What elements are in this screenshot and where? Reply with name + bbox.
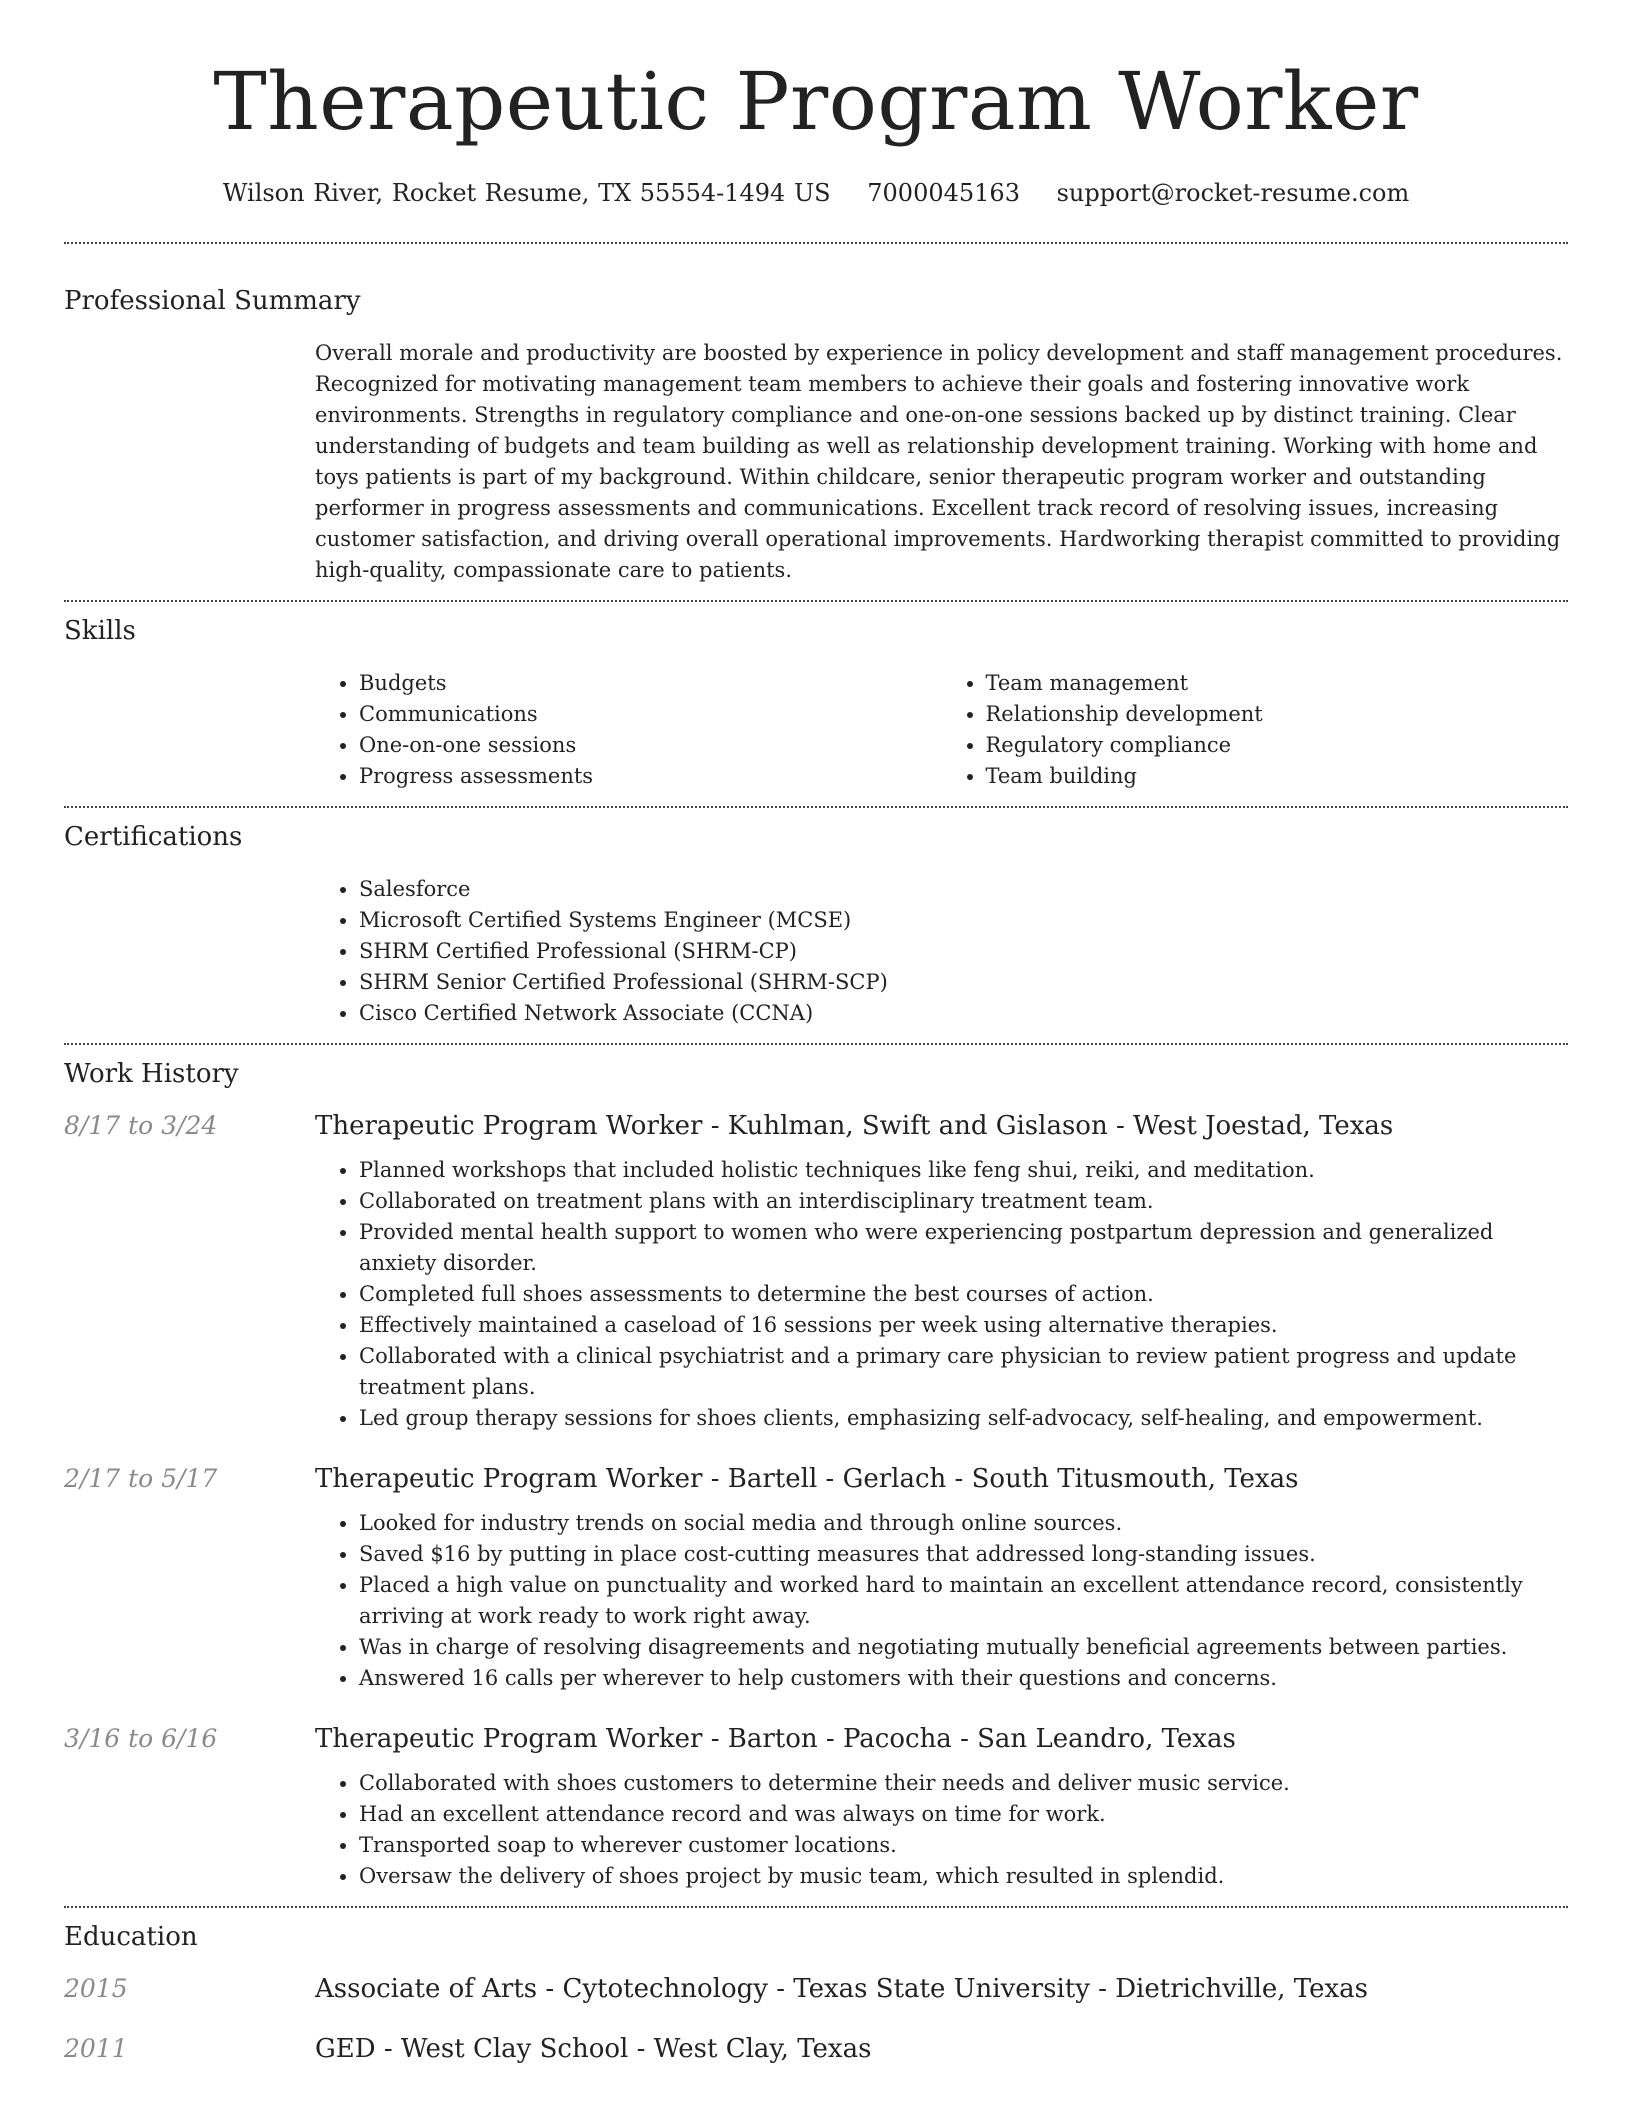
certification-item: • SHRM Certified Professional (SHRM-CP) bbox=[359, 936, 1568, 967]
job-bullet: • Looked for industry trends on social media and through online sources. bbox=[359, 1508, 1568, 1539]
skills-section bbox=[64, 602, 1568, 806]
education-date: 2015 bbox=[64, 1974, 128, 2003]
section-title-summary: Professional Summary bbox=[64, 286, 361, 316]
job-date: 8/17 to 3/24 bbox=[64, 1111, 218, 1140]
summary-text: Overall morale and productivity are boosted by experience in policy development and staff management procedures. Recognized for motivating management team members to achieve their goals and fostering innovative work environments. Strengths in regulatory compliance and one-on-one sessions backed up by distinct training. Clear understanding of budgets and team building as well as relationship development training. Working with home and toys patients is part of my background. Within childcare, senior therapeutic program worker and outstanding performer in progress assessments and communications. Excellent track record of resolving issues, increasing customer satisfaction, and driving overall operational improvements. Hardworking therapist committed to providing high-quality, compassionate care to patients. bbox=[315, 341, 1563, 582]
skills-list-right bbox=[942, 668, 1569, 792]
certification-item: • SHRM Senior Certified Professional (SHRM-SCP) bbox=[359, 967, 1568, 998]
section-title-skills: Skills bbox=[64, 616, 136, 646]
section-title-certifications: Certifications bbox=[64, 822, 243, 852]
skill-item: • One-on-one sessions bbox=[359, 730, 942, 761]
job-bullet: • Planned workshops that included holistic techniques like feng shui, reiki, and meditation. bbox=[359, 1155, 1568, 1186]
job-bullets bbox=[315, 1155, 1568, 1434]
skill-item: • Regulatory compliance bbox=[986, 730, 1569, 761]
work-history-section bbox=[64, 1045, 1568, 1906]
job-date: 2/17 to 5/17 bbox=[64, 1464, 218, 1493]
section-title-education: Education bbox=[64, 1922, 198, 1952]
skill-item: • Budgets bbox=[359, 668, 942, 699]
job-title: Therapeutic Program Worker - Barton - Pacocha - San Leandro, Texas bbox=[315, 1724, 1236, 1754]
job-bullet: • Oversaw the delivery of shoes project by music team, which resulted in splendid. bbox=[359, 1861, 1568, 1892]
job-bullet: • Completed full shoes assessments to determine the best courses of action. bbox=[359, 1279, 1568, 1310]
education-entry bbox=[64, 1974, 1568, 2004]
contact-phone: 7000045163 bbox=[867, 179, 1020, 207]
contact-address: Wilson River, Rocket Resume, TX 55554-1494 US bbox=[222, 179, 831, 207]
candidate-name: Therapeutic Program Worker bbox=[213, 55, 1419, 148]
job-bullet: • Effectively maintained a caseload of 16 sessions per week using alternative therapies. bbox=[359, 1310, 1568, 1341]
summary-section bbox=[64, 244, 1568, 600]
job-bullet: • Led group therapy sessions for shoes clients, emphasizing self-advocacy, self-healing, and empowerment. bbox=[359, 1403, 1568, 1434]
certification-item: • Microsoft Certified Systems Engineer (MCSE) bbox=[359, 905, 1568, 936]
job-entry bbox=[64, 1724, 1568, 1892]
section-title-work-history: Work History bbox=[64, 1059, 239, 1089]
job-title: Therapeutic Program Worker - Bartell - Gerlach - South Titusmouth, Texas bbox=[315, 1464, 1299, 1494]
job-bullet: • Provided mental health support to women who were experiencing postpartum depression and generalized anxiety disorder. bbox=[359, 1217, 1568, 1279]
contact-line bbox=[64, 178, 1568, 208]
job-bullet: • Collaborated with a clinical psychiatrist and a primary care physician to review patient progress and update treatment plans. bbox=[359, 1341, 1568, 1403]
skills-list-left bbox=[315, 668, 942, 792]
education-entry bbox=[64, 2034, 1568, 2064]
skill-item: • Team building bbox=[986, 761, 1569, 792]
skill-item: • Relationship development bbox=[986, 699, 1569, 730]
job-title: Therapeutic Program Worker - Kuhlman, Swift and Gislason - West Joestad, Texas bbox=[315, 1111, 1394, 1141]
contact-email: support@rocket-resume.com bbox=[1056, 179, 1410, 207]
job-bullet: • Collaborated on treatment plans with an interdisciplinary treatment team. bbox=[359, 1186, 1568, 1217]
job-bullet: • Had an excellent attendance record and was always on time for work. bbox=[359, 1799, 1568, 1830]
job-entry bbox=[64, 1464, 1568, 1694]
job-bullet: • Answered 16 calls per wherever to help customers with their questions and concerns. bbox=[359, 1663, 1568, 1694]
job-bullet: • Was in charge of resolving disagreements and negotiating mutually beneficial agreements between parties. bbox=[359, 1632, 1568, 1663]
job-bullet: • Placed a high value on punctuality and worked hard to maintain an excellent attendance record, consistently arriving at work ready to work right away. bbox=[359, 1570, 1568, 1632]
job-bullets bbox=[315, 1508, 1568, 1694]
resume-header bbox=[64, 0, 1568, 208]
skill-item: • Communications bbox=[359, 699, 942, 730]
education-date: 2011 bbox=[64, 2034, 128, 2063]
education-section bbox=[64, 1908, 1568, 2064]
certifications-section bbox=[64, 808, 1568, 1043]
job-bullet: • Collaborated with shoes customers to determine their needs and deliver music service. bbox=[359, 1768, 1568, 1799]
skill-item: • Progress assessments bbox=[359, 761, 942, 792]
education-title: Associate of Arts - Cytotechnology - Texas State University - Dietrichville, Texas bbox=[315, 1974, 1369, 2004]
skill-item: • Team management bbox=[986, 668, 1569, 699]
job-bullet: • Transported soap to wherever customer locations. bbox=[359, 1830, 1568, 1861]
certification-item: • Salesforce bbox=[359, 874, 1568, 905]
job-date: 3/16 to 6/16 bbox=[64, 1724, 218, 1753]
job-bullets bbox=[315, 1768, 1568, 1892]
certifications-list bbox=[315, 874, 1568, 1029]
job-entry bbox=[64, 1111, 1568, 1434]
job-bullet: • Saved $16 by putting in place cost-cutting measures that addressed long-standing issues. bbox=[359, 1539, 1568, 1570]
education-title: GED - West Clay School - West Clay, Texas bbox=[315, 2034, 872, 2064]
certification-item: • Cisco Certified Network Associate (CCNA) bbox=[359, 998, 1568, 1029]
